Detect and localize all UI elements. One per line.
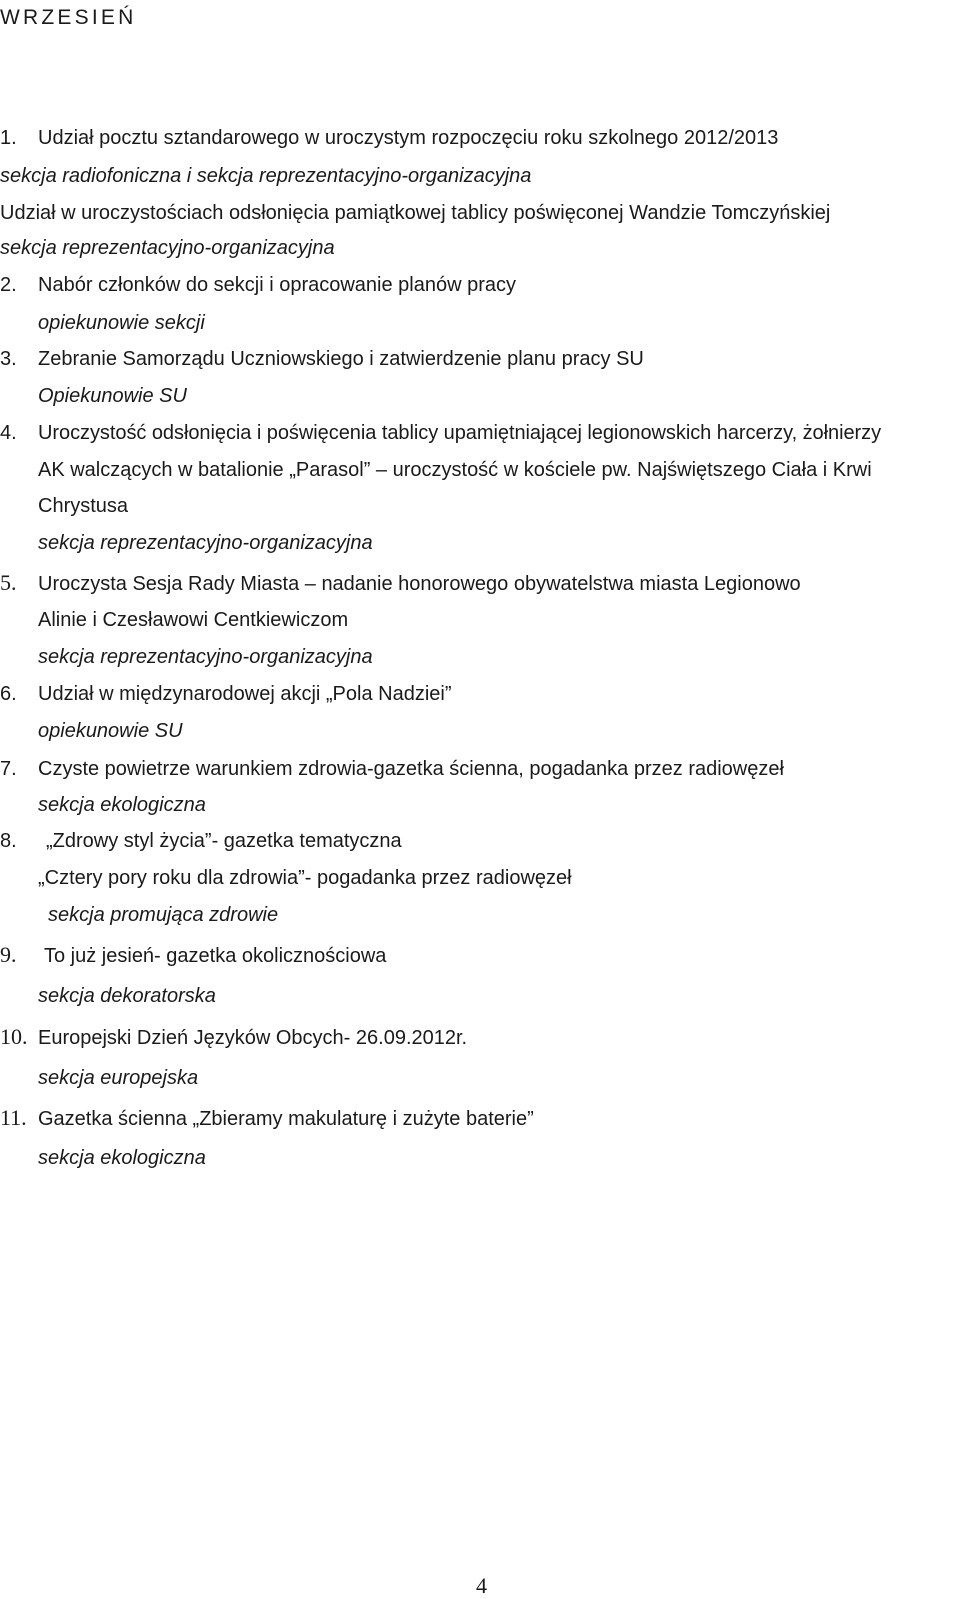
list-item-5-title-line bbox=[0, 571, 801, 596]
list-item-6-title-line bbox=[0, 682, 452, 706]
list-item-title: Europejski Dzień Języków Obcych- 26.09.2012r. bbox=[38, 1027, 468, 1049]
list-item-4-title-line bbox=[0, 421, 881, 445]
list-item-title: Zebranie Samorządu Uczniowskiego i zatwierdzenie planu pracy SU bbox=[38, 348, 644, 370]
list-item-responsible: sekcja reprezentacyjno-organizacyjna bbox=[38, 646, 373, 668]
list-item-number: 9. bbox=[0, 942, 17, 967]
list-item-number: 4. bbox=[0, 422, 17, 444]
list-item-number: 5. bbox=[0, 570, 17, 595]
list-item-number: 7. bbox=[0, 758, 17, 780]
month-heading: WRZESIEŃ bbox=[0, 6, 137, 29]
list-item-number: 11. bbox=[0, 1105, 27, 1130]
list-item-title-continued: „Cztery pory roku dla zdrowia”- pogadanka przez radiowęzeł bbox=[38, 867, 572, 889]
list-item-number: 8. bbox=[0, 830, 17, 852]
list-item-title: To już jesień- gazetka okolicznościowa bbox=[44, 945, 387, 967]
list-item-title: Uroczysta Sesja Rady Miasta – nadanie honorowego obywatelstwa miasta Legionowo bbox=[38, 573, 801, 595]
list-item-responsible: sekcja reprezentacyjno-organizacyjna bbox=[38, 532, 373, 554]
list-item-title-continued: Chrystusa bbox=[38, 495, 129, 517]
list-item-responsible: sekcja dekoratorska bbox=[38, 985, 216, 1007]
list-item-title: „Zdrowy styl życia”- gazetka tematyczna bbox=[46, 830, 402, 852]
list-item-title: Gazetka ścienna „Zbieramy makulaturę i zużyte baterie” bbox=[38, 1108, 534, 1130]
list-item-responsible: Opiekunowie SU bbox=[38, 385, 187, 407]
list-item-responsible: sekcja europejska bbox=[38, 1067, 199, 1089]
list-item-responsible: opiekunowie sekcji bbox=[38, 312, 205, 334]
page-number: 4 bbox=[476, 1573, 487, 1598]
list-item-responsible: sekcja ekologiczna bbox=[38, 1147, 206, 1169]
list-item-9-title-line bbox=[0, 943, 386, 968]
list-item-2-title-line bbox=[0, 273, 516, 297]
list-item-responsible: sekcja radiofoniczna i sekcja reprezentacyjno-organizacyjna bbox=[0, 165, 532, 187]
list-item-1-title-line bbox=[0, 126, 778, 150]
list-item-7-title-line bbox=[0, 757, 784, 781]
list-item-number: 3. bbox=[0, 348, 17, 370]
list-item-title: Czyste powietrze warunkiem zdrowia-gazetka ścienna, pogadanka przez radiowęzeł bbox=[38, 758, 784, 780]
list-item-number: 10. bbox=[0, 1024, 28, 1049]
list-item-responsible: opiekunowie SU bbox=[38, 720, 183, 742]
list-item-number: 6. bbox=[0, 683, 17, 705]
list-item-title: Nabór członków do sekcji i opracowanie planów pracy bbox=[38, 274, 517, 296]
list-item-number: 1. bbox=[0, 127, 17, 149]
list-item-8-title-line bbox=[0, 829, 402, 853]
list-item-subresponsible: sekcja reprezentacyjno-organizacyjna bbox=[0, 237, 335, 259]
list-item-10-title-line bbox=[0, 1025, 467, 1050]
list-item-subtitle: Udział w uroczystościach odsłonięcia pamiątkowej tablicy poświęconej Wandzie Tomczyńskiej bbox=[0, 202, 831, 224]
list-item-number: 2. bbox=[0, 274, 17, 296]
list-item-responsible: sekcja ekologiczna bbox=[38, 794, 206, 816]
list-item-responsible: sekcja promująca zdrowie bbox=[48, 904, 279, 926]
list-item-3-title-line bbox=[0, 347, 644, 371]
list-item-title: Uroczystość odsłonięcia i poświęcenia tablicy upamiętniającej legionowskich harcerzy, żołnierzy bbox=[38, 422, 882, 444]
list-item-title-continued: Alinie i Czesławowi Centkiewiczom bbox=[38, 609, 349, 631]
list-item-11-title-line bbox=[0, 1106, 534, 1131]
list-item-title: Udział w międzynarodowej akcji „Pola Nadziei” bbox=[38, 683, 452, 705]
list-item-title: Udział pocztu sztandarowego w uroczystym rozpoczęciu roku szkolnego 2012/2013 bbox=[38, 127, 779, 149]
list-item-title-continued: AK walczących w batalionie „Parasol” – uroczystość w kościele pw. Najświętszego Ciała i Krwi bbox=[38, 459, 872, 481]
